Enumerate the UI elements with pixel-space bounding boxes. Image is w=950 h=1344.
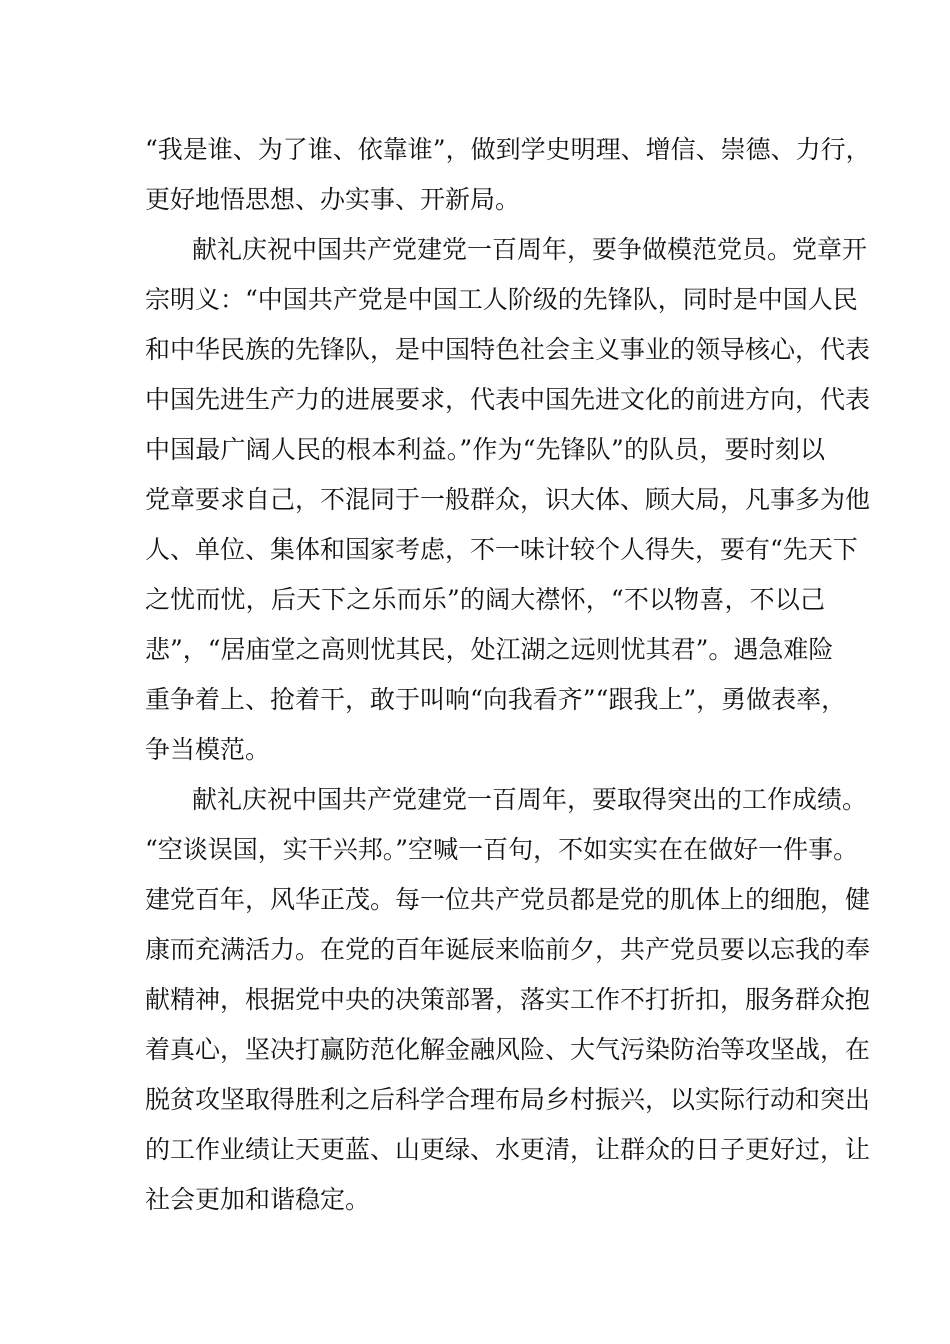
- text-line: 中国最广阔人民的根本利益。”作为“先锋队”的队员，要时刻以: [145, 435, 825, 464]
- text-line: “空谈误国，实干兴邦。”空喊一百句，不如实实在在做好一件事。: [145, 835, 859, 864]
- paragraph-start-line: 献礼庆祝中国共产党建党一百周年，要取得突出的工作成绩。: [192, 785, 868, 814]
- text-line: 社会更加和谐稳定。: [145, 1185, 371, 1214]
- text-line: “我是谁、为了谁、依靠谁”，做到学史明理、增信、崇德、力行，: [145, 135, 871, 164]
- text-line: 着真心，坚决打赢防范化解金融风险、大气污染防治等攻坚战，在: [145, 1035, 871, 1064]
- text-line: 之忧而忧，后天下之乐而乐”的阔大襟怀，“不以物喜，不以己: [145, 585, 825, 614]
- paragraph-start-line: 献礼庆祝中国共产党建党一百周年，要争做模范党员。党章开: [192, 235, 868, 264]
- text-line: 更好地悟思想、办实事、开新局。: [145, 185, 521, 214]
- text-line: 悲”，“居庙堂之高则忧其民，处江湖之远则忧其君”。遇急难险: [145, 635, 834, 664]
- text-line: 党章要求自己，不混同于一般群众，识大体、顾大局，凡事多为他: [145, 485, 871, 514]
- text-line: 人、单位、集体和国家考虑，不一味计较个人得失，要有“先天下: [145, 535, 858, 564]
- text-line: 重争着上、抢着干，敢于叫响“向我看齐”“跟我上”，勇做表率，: [145, 685, 847, 714]
- text-line: 献精神，根据党中央的决策部署，落实工作不打折扣，服务群众抱: [145, 985, 871, 1014]
- text-line: 争当模范。: [145, 735, 271, 764]
- text-line: 和中华民族的先锋队，是中国特色社会主义事业的领导核心，代表: [145, 335, 871, 364]
- text-line: 宗明义：“中国共产党是中国工人阶级的先锋队，同时是中国人民: [145, 285, 858, 314]
- text-line: 建党百年，风华正茂。每一位共产党员都是党的肌体上的细胞，健: [145, 885, 871, 914]
- text-line: 中国先进生产力的进展要求，代表中国先进文化的前进方向，代表: [145, 385, 871, 414]
- text-line: 的工作业绩让天更蓝、山更绿、水更清，让群众的日子更好过，让: [145, 1135, 871, 1164]
- text-line: 康而充满活力。在党的百年诞辰来临前夕，共产党员要以忘我的奉: [145, 935, 871, 964]
- text-line: 脱贫攻坚取得胜利之后科学合理布局乡村振兴，以实际行动和突出: [145, 1085, 871, 1114]
